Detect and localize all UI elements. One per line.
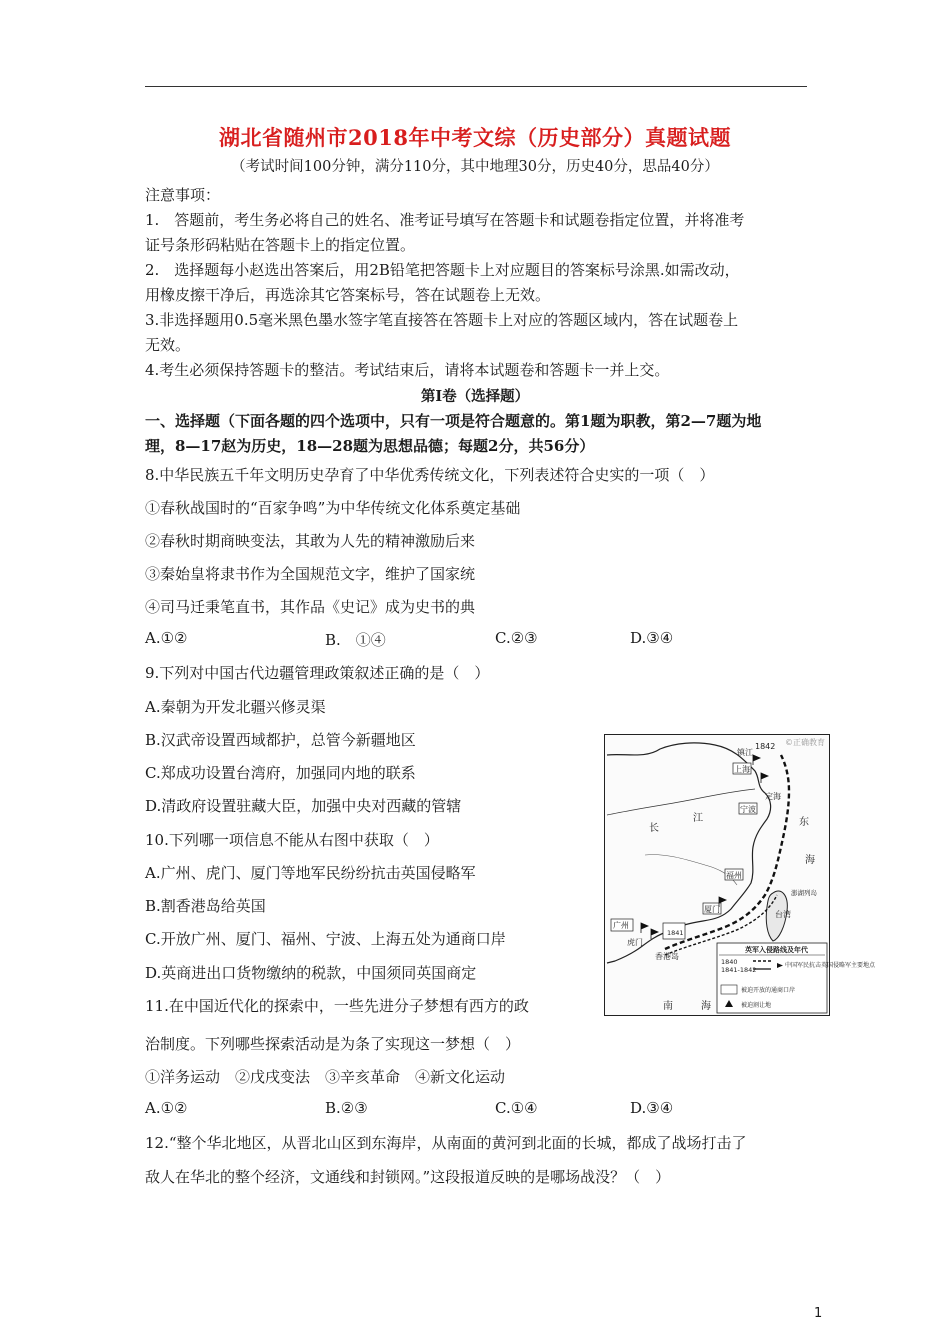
q9-stem: 9.下列对中国古代边疆管理政策叙述正确的是（ ）	[145, 664, 490, 682]
notice-item-4: 4.考生必须保持答题卡的整洁。考试结束后，请将本试题卷和答题卡一并上交。	[145, 361, 670, 379]
label-sea: 海	[805, 855, 815, 866]
label-jiang: 江	[693, 813, 703, 824]
label-east: 东	[799, 817, 809, 828]
place-humen: 虎门	[627, 938, 643, 947]
section-intro-b: 理，8—17赵为历史，18—28题为思想品德；每题2分，共56分）	[145, 437, 595, 455]
section-title: 第Ⅰ卷（选择题）	[420, 388, 530, 405]
q8-option-a: A.①②	[145, 629, 188, 647]
q8-option-c: C.②③	[495, 629, 538, 647]
q9-option-c: C.郑成功设置台湾府，加强同内地的联系	[145, 764, 416, 782]
q10-option-d: D.英商进出口货物缴纳的税款，中国须同英国商定	[145, 964, 477, 982]
legend-port: 被迫开放的通商口岸	[741, 987, 796, 994]
legend-year-1841-1842: 1841-1842	[721, 966, 757, 974]
city-zhenjiang: 镇江	[737, 748, 753, 757]
q10-option-c: C.开放广州、厦门、福州、宁波、上海五处为通商口岸	[145, 930, 506, 948]
map-svg	[605, 735, 876, 1015]
q11-stem-b: 治制度。下列哪些探索活动是为条了实现这一梦想（ ）	[145, 1035, 521, 1053]
notice-item-2a: 2. 选择题每小赵选出答案后，用2B铅笔把答题卡上对应题目的答案标号涂黑.如需改动，	[145, 261, 740, 279]
river-minor	[645, 855, 737, 885]
q11-option-d: D.③④	[630, 1099, 674, 1117]
q10-stem: 10.下列哪一项信息不能从右图中获取（ ）	[145, 831, 439, 849]
year-1842: 1842	[755, 742, 776, 751]
notice-item-1a: 1. 答题前，考生务必将自己的姓名、准考证号填写在答题卡和试题卷指定位置，并将准考	[145, 211, 745, 229]
changjiang-river	[607, 789, 755, 815]
city-guangzhou: 广州	[613, 921, 629, 930]
q11-stem-a: 11.在中国近代化的探索中，一些先进分子梦想有西方的政	[145, 997, 529, 1015]
q8-statement-3: ③秦始皇将隶书作为全国规范文字，维护了国家统	[145, 565, 476, 583]
q11-option-b: B.②③	[325, 1099, 368, 1117]
place-hongkong: 香港岛	[655, 952, 679, 961]
exam-subtitle: （考试时间100分钟，满分110分，其中地理30分，历史40分，思品40分）	[231, 159, 719, 175]
label-chang: 长	[649, 823, 659, 834]
label-south-sea: 海	[701, 1001, 711, 1012]
q8-option-b: B. ①④	[325, 631, 386, 649]
city-fuzhou: 福州	[726, 871, 742, 880]
legend-title: 英军入侵路线及年代	[745, 946, 808, 954]
map-watermark: ©正确教育	[785, 738, 825, 747]
notice-item-1b: 证号条形码粘贴在答题卡上的指定位置。	[145, 236, 416, 254]
q8-statement-2: ②春秋时期商映变法，其敢为人先的精神激励后来	[145, 532, 476, 550]
q8-option-d: D.③④	[630, 629, 674, 647]
label-taiwan: 台湾	[775, 910, 791, 919]
q12-stem-b: 敌人在华北的整个经济，文通线和封锁网。”这段报道反映的是哪场战没？（ ）	[145, 1168, 671, 1186]
q8-statement-4: ④司马迁秉笔直书，其作品《史记》成为史书的典	[145, 598, 476, 616]
q11-option-c: C.①④	[495, 1099, 538, 1117]
legend-fight: 中国军民抗击英国侵略军主要地点	[785, 962, 876, 969]
label-south: 南	[663, 1001, 673, 1012]
q10-option-a: A.广州、虎门、厦门等地军民纷纷抗击英国侵略军	[145, 864, 476, 882]
notice-heading: 注意事项：	[145, 186, 221, 204]
label-penghu: 澎湖列岛	[791, 889, 817, 897]
top-rule	[145, 86, 807, 87]
notice-item-3a: 3.非选择题用0.5毫米黑色墨水签字笔直接答在答题卡上对应的答题区域内，答在试题卷上	[145, 311, 739, 329]
opium-war-map	[604, 734, 876, 1016]
notice-item-2b: 用橡皮擦干净后，再选涂其它答案标号，答在试题卷上无效。	[145, 286, 551, 304]
q9-option-d: D.清政府设置驻藏大臣，加强中央对西藏的管辖	[145, 797, 462, 815]
q11-option-a: A.①②	[145, 1099, 188, 1117]
place-dinghai: 定海	[765, 792, 781, 801]
q8-stem: 8.中华民族五千年文明历史孕育了中华优秀传统文化，下列表述符合史实的一项（ ）	[145, 466, 715, 484]
page-number: 1	[814, 1306, 823, 1321]
city-ningbo: 宁波	[740, 805, 756, 814]
q9-option-a: A.秦朝为开发北疆兴修灵渠	[145, 698, 326, 716]
city-shanghai: 上海	[734, 765, 750, 774]
notice-item-3b: 无效。	[145, 336, 191, 354]
city-xiamen: 厦门	[704, 905, 720, 914]
legend-cede: 被迫割让地	[741, 1002, 772, 1009]
q9-option-b: B.汉武帝设置西域都护，总管今新疆地区	[145, 731, 416, 749]
q10-option-b: B.割香港岛给英国	[145, 897, 266, 915]
q11-statements: ①洋务运动 ②戊戌变法 ③辛亥革命 ④新文化运动	[145, 1068, 506, 1086]
q8-statement-1: ①春秋战国时的“百家争鸣”为中华传统文化体系奠定基础	[145, 499, 521, 517]
section-intro-a: 一、选择题（下面各题的四个选项中，只有一项是符合题意的。第1题为职教，第2—7题为地	[145, 412, 762, 430]
page-title: 湖北省随州市2018年中考文综（历史部分）真题试题	[219, 125, 731, 150]
q12-stem-a: 12.“整个华北地区，从晋北山区到东海岸，从南面的黄河到北面的长城，都成了战场打击了	[145, 1134, 747, 1152]
legend-year-1840: 1840	[721, 958, 738, 966]
year-1841: 1841	[667, 929, 684, 937]
